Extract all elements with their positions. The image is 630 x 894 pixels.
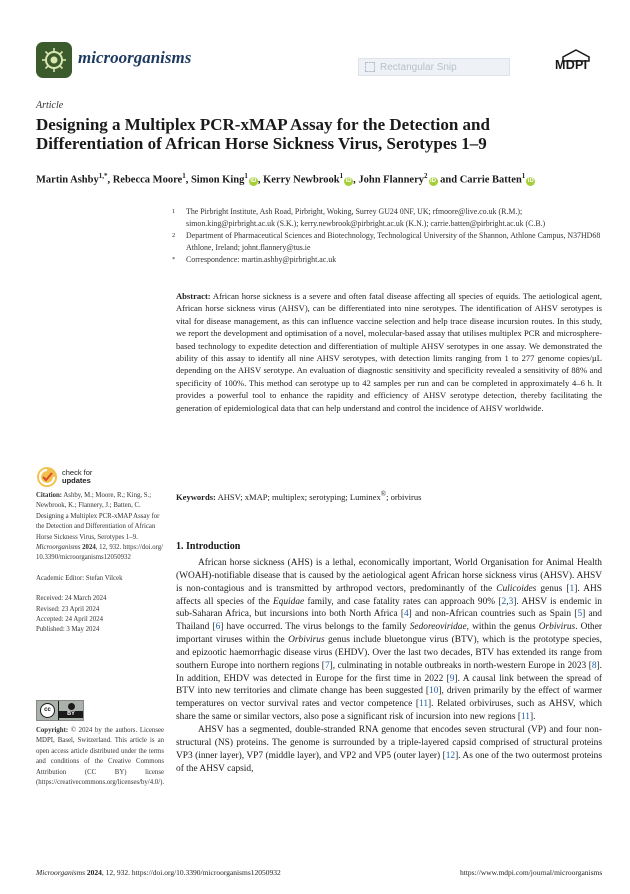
- author-affiliation-mark: 1,*: [98, 172, 108, 180]
- check-updates-icon: [36, 466, 58, 488]
- author-affiliation-mark: 1: [339, 172, 344, 180]
- abstract-label: Abstract:: [176, 291, 211, 301]
- orcid-icon[interactable]: iD: [430, 177, 436, 184]
- author-separator: ,: [185, 174, 191, 186]
- author-separator: and: [437, 174, 460, 186]
- academic-editor: Academic Editor: Stefan Vilcek: [36, 574, 123, 582]
- author-affiliation-mark: 2: [424, 172, 428, 180]
- paragraph: AHSV has a segmented, double-stranded RNA genome that encodes seven structural (VP) and four non-structural (NS) proteins. The genome is surrounded by a triple-layered capsid comprised of structural proteins VP3 (inner layer), VP7 (middle layer), and VP2 and VP5 (outer layer) [12]. As one of the two outermost proteins of the AHSV capsid,: [176, 724, 602, 774]
- affiliation-text: The Pirbright Institute, Ash Road, Pirbright, Woking, Surrey GU24 0NF, UK; rfmoore@live.co.uk (R.M.); simon.king@pirbright.ac.uk (S.K.); kerry.newbrook@pirbright.ac.uk (K.N.); carrie.batten@pirbright.ac.uk (C.B.): [186, 207, 546, 228]
- keywords-text: AHSV; xMAP; multiplex; serotyping; Luminex: [217, 491, 381, 502]
- footer-journal-link[interactable]: https://www.mdpi.com/journal/microorganisms: [460, 868, 603, 877]
- affiliation-number: 2: [172, 232, 176, 240]
- author-affiliation-mark: 1: [521, 172, 526, 180]
- article-type: Article: [36, 100, 64, 111]
- affiliation-number: 1: [172, 208, 176, 215]
- affiliation-item: [172, 230, 602, 253]
- footer-year: 2024: [86, 868, 102, 877]
- copyright-label: Copyright:: [36, 727, 69, 734]
- affiliation-text: Department of Pharmaceutical Sciences and Biotechnology, Technological University of the Shannon, Athlone Campus, N37HD68 Athlone, Ireland; johnt.flannery@tus.ie: [186, 231, 601, 252]
- cc-icon: cc: [37, 701, 58, 720]
- citation-text: Ashby, M.; Moore, R.; King, S.; Newbrook, K.; Flannery, J.; Batten, C. Designing a Multiplex PCR-xMAP Assay for the Detection and Differentiation of African Horse Sickness Virus, Serotypes 1–9.: [36, 492, 160, 541]
- orcid-icon[interactable]: iD: [250, 177, 257, 184]
- copyright-notice: [36, 726, 164, 788]
- check-for-updates-button[interactable]: [36, 466, 92, 488]
- abstract: [176, 290, 602, 414]
- author-name[interactable]: Simon King: [190, 174, 245, 186]
- author-name[interactable]: Martin Ashby: [36, 174, 99, 186]
- author-separator: ,: [353, 174, 359, 186]
- rectangular-snip-button[interactable]: [358, 58, 510, 76]
- footer-journal: Microorganisms: [36, 868, 86, 877]
- citation-doi-link[interactable]: https://doi.org/10.3390/microorganisms12050932: [36, 544, 164, 562]
- keywords-label: Keywords:: [176, 491, 216, 502]
- citation-year: 2024: [82, 544, 96, 552]
- affiliations: [172, 206, 602, 266]
- affiliation-item: [172, 254, 602, 266]
- check-updates-line1: check for: [62, 468, 93, 477]
- date-received: Received: 24 March 2024: [36, 595, 107, 603]
- citation: [36, 491, 164, 564]
- author-separator: ,: [257, 174, 264, 186]
- paragraph: African horse sickness (AHS) is a lethal, economically important, World Organisation for Animal Health (WOAH)-notifiable disease that is caused by the aetiological agent African horse sickness virus (AHSV). AHSV is non-contagious and is transmitted by arthropod vectors, predominantly of the Culicoides genus [1]. AHS affects all species of the Equidae family, and case fatality rates can approach 90% [2,3]. AHSV is endemic in sub-Saharan Africa, but incursions into both North Africa [4] and non-African countries such as Spain [5] and Thailand [6] have occurred. The virus belongs to the family Sedoreoviridae, within the genus Orbivirus. Other important viruses within the Orbivirus genus include bluetongue virus (BTV), which is the prototype species, and epizootic haemorrhagic disease virus (EHDV). Over the last two decades, BTV has extended its range from southern Europe into northern regions [7], culminating in notable outbreaks in north-western Europe in 2023 [8]. In addition, EHDV was detected in Europe for the first time in 2022 [9]. A causal link between the spread of BTV into new territories and climate change has been suggested [10], driven primarily by the effect of warmer temperatures on vector survival rates and vector competence [11]. Related orbiviruses, such as AHSV, which share the same or similar vectors, also pose a significant risk of incursion into new regions [11].: [176, 558, 603, 723]
- article-title: Designing a Multiplex PCR-xMAP Assay for the Detection and Differentiation of African Horse Sickness Virus, Serotypes 1–9: [36, 115, 490, 153]
- cc-label: BY: [59, 711, 83, 718]
- citation-label: Citation:: [36, 492, 63, 499]
- keywords-text-end: ; orbivirus: [386, 491, 422, 502]
- author-separator: ,: [107, 174, 113, 186]
- author-name[interactable]: John Flannery: [358, 174, 424, 186]
- affiliation-item: [172, 206, 602, 229]
- abstract-text: African horse sickness is a severe and often fatal disease affecting all species of equids. The aetiological agent, African horse sickness virus (AHSV), can be differentiated into nine serotypes. The identification of AHSV serotypes is vital for disease management, as this can influence vaccine selection and help trace disease incursion routes. In this study, we report the development and optimisation of a novel, molecular-based assay that utilises multiplex PCR and microsphere-based technology to expedite detection and differentiation of multiple AHSV serotypes in one assay. We demonstrated the ability of this assay to identify all nine AHSV serotypes, with detection limits ranging from 1 to 277 genome copies/µL depending on the AHSV serotype. An evaluation of diagnostic sensitivity and specificity revealed a sensitivity of 88% and specificity of 100%. This method can serotype up to 42 samples per run and can be completed in approximately 4–6 h. It provides a powerful tool to enhance the rapidity and efficiency of AHSV serotype detection, thereby facilitating the generation of epidemiological data that can help understand and control the incidence of AHSV worldwide.: [176, 291, 602, 413]
- author-affiliation-mark: 1: [244, 172, 248, 180]
- citation-journal: Microorganisms: [36, 544, 81, 552]
- keywords: [176, 488, 602, 503]
- bacteria-icon: [40, 46, 68, 74]
- check-updates-line2: updates: [62, 476, 91, 485]
- cc-by-license-badge[interactable]: [36, 700, 84, 721]
- footer-citation: [36, 868, 281, 877]
- journal-name: microorganisms: [78, 48, 192, 67]
- by-icon: [58, 701, 83, 720]
- orcid-icon[interactable]: iD: [345, 177, 352, 184]
- snip-icon: [365, 62, 375, 72]
- citation-volume: , 12, 932.: [95, 544, 122, 552]
- author-name[interactable]: Rebecca Moore: [112, 174, 183, 186]
- section-heading: 1. Introduction: [176, 541, 241, 552]
- affiliation-text: Correspondence: martin.ashby@pirbright.ac.uk: [186, 255, 337, 265]
- mdpi-logo: [553, 48, 599, 78]
- date-accepted: Accepted: 24 April 2024: [36, 616, 104, 624]
- orcid-icon[interactable]: iD: [527, 177, 534, 184]
- article-sidebar: [36, 491, 164, 636]
- author-name[interactable]: Kerry Newbrook: [263, 174, 340, 186]
- introduction-text: [176, 557, 602, 775]
- author-affiliation-mark: 1: [182, 172, 186, 180]
- affiliation-number: *: [172, 256, 176, 264]
- copyright-text: © 2024 by the authors. Licensee MDPI, Basel, Switzerland. This article is an open access article distributed under the terms and conditions of the Creative Commons Attribution (CC BY) license (https://creativecommons.org/licenses/by/4.0/).: [36, 727, 165, 787]
- journal-logo: [36, 42, 72, 78]
- footer-doi[interactable]: , 12, 932. https://doi.org/10.3390/microorganisms12050932: [101, 868, 281, 877]
- registered-mark: ®: [380, 490, 387, 498]
- mdpi-logo-text: MDPI: [555, 58, 588, 72]
- snip-label: Rectangular Snip: [380, 61, 457, 73]
- author-list: [36, 169, 606, 188]
- date-published: Published: 3 May 2024: [36, 626, 100, 634]
- author-name[interactable]: Carrie Batten: [459, 174, 522, 186]
- date-revised: Revised: 23 April 2024: [36, 605, 100, 613]
